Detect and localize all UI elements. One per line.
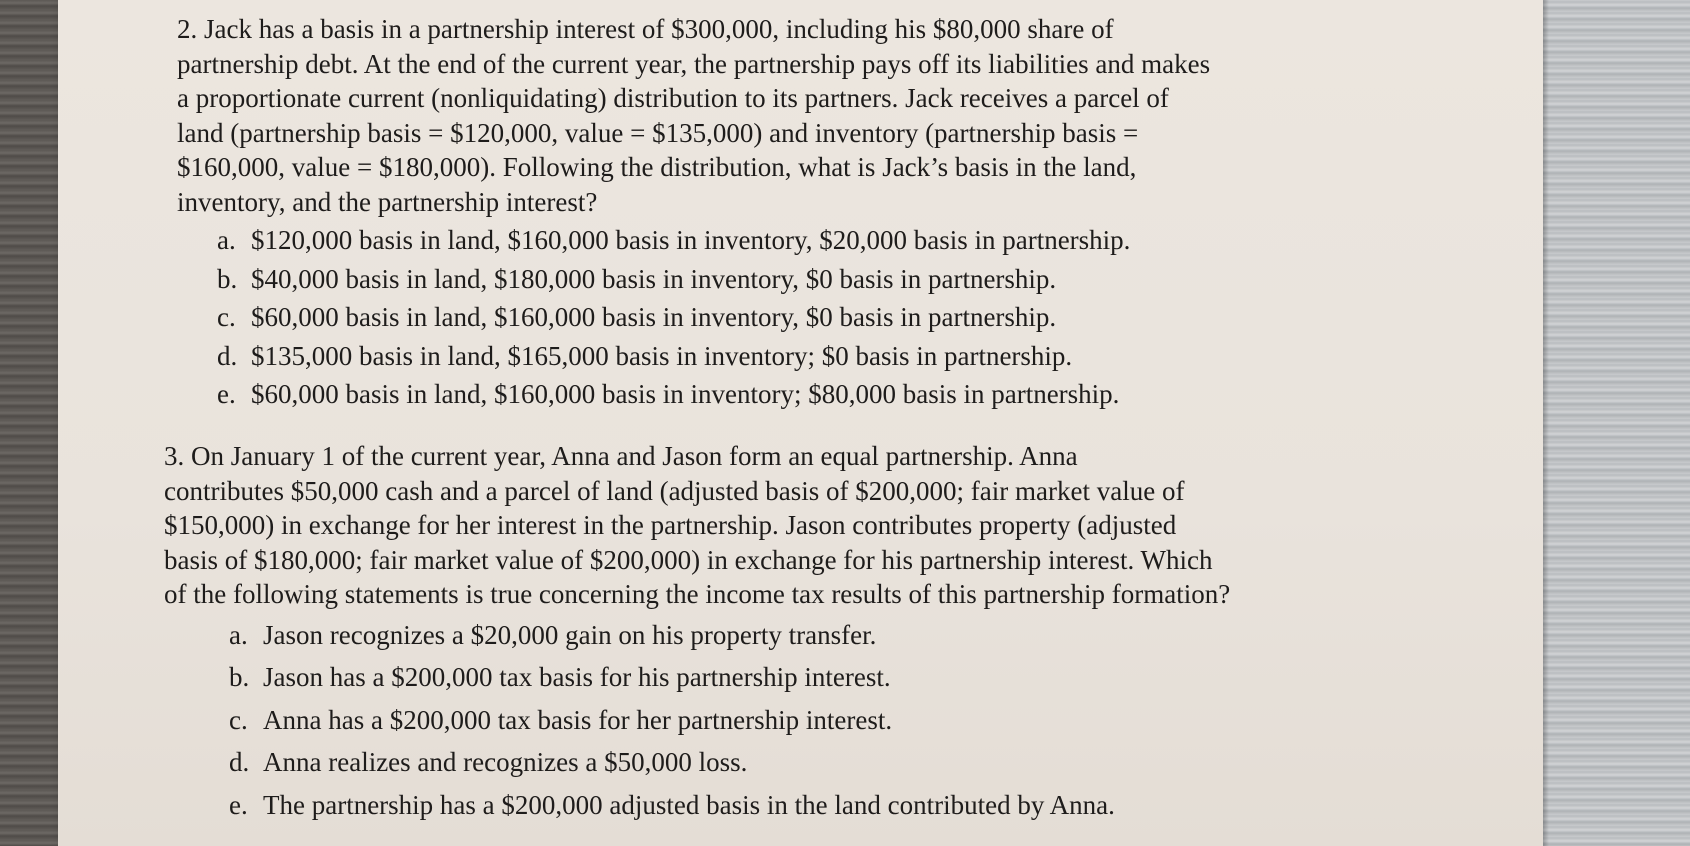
question-3 — [164, 439, 1454, 826]
stem-line: inventory, and the partnership interest? — [177, 186, 598, 217]
answer-choice-d — [229, 741, 1454, 784]
stem-line: contributes $50,000 cash and a parcel of land (adjusted basis of $200,000; fair market value of — [164, 475, 1185, 506]
answer-choice-b — [217, 260, 1437, 299]
choice-text: $60,000 basis in land, $160,000 basis in inventory; $80,000 basis in partnership. — [251, 379, 1120, 409]
question-2 — [177, 12, 1437, 414]
choice-text: $60,000 basis in land, $160,000 basis in inventory, $0 basis in partnership. — [251, 302, 1057, 332]
stem-line: Jack has a basis in a partnership interest of $300,000, including his $80,000 share of — [204, 14, 1114, 44]
question-number: 2. — [177, 14, 198, 44]
choice-text: $120,000 basis in land, $160,000 basis in inventory, $20,000 basis in partnership. — [251, 225, 1131, 255]
stem-line: partnership debt. At the end of the current year, the partnership pays off its liabilities and makes — [177, 48, 1211, 79]
answer-choices — [217, 221, 1437, 414]
answer-choice-e — [217, 375, 1437, 414]
answer-choice-e — [229, 784, 1454, 827]
question-stem — [177, 12, 1437, 219]
choice-text: $135,000 basis in land, $165,000 basis in inventory; $0 basis in partnership. — [251, 340, 1073, 371]
choice-letter: c. — [229, 704, 248, 735]
choice-letter: d. — [217, 340, 238, 371]
choice-text: Jason has a $200,000 tax basis for his partnership interest. — [263, 662, 891, 692]
stem-line: On January 1 of the current year, Anna and Jason form an equal partnership. Anna — [191, 441, 1078, 471]
table-surface — [0, 0, 58, 846]
answer-choices — [229, 614, 1454, 827]
choice-letter: d. — [229, 747, 250, 777]
stem-line: land (partnership basis = $120,000, value = $135,000) and inventory (partnership basis = — [177, 117, 1139, 148]
answer-choice-a — [229, 614, 1454, 657]
choice-letter: a. — [217, 225, 236, 255]
answer-choice-b — [229, 656, 1454, 699]
stem-line: $150,000) in exchange for her interest in the partnership. Jason contributes property (adjusted — [164, 510, 1177, 540]
stem-line: a proportionate current (nonliquidating) distribution to its partners. Jack receives a parcel of — [177, 83, 1169, 113]
choice-letter: b. — [217, 263, 238, 294]
choice-letter: e. — [217, 379, 236, 409]
choice-letter: c. — [217, 302, 236, 332]
answer-choice-d — [217, 337, 1437, 376]
choice-letter: b. — [229, 662, 250, 692]
page-stack-edge — [1543, 0, 1690, 846]
answer-choice-c — [217, 298, 1437, 337]
choice-letter: e. — [229, 789, 248, 820]
choice-text: Anna realizes and recognizes a $50,000 loss. — [263, 747, 748, 777]
question-stem — [164, 439, 1454, 612]
choice-text: $40,000 basis in land, $180,000 basis in inventory, $0 basis in partnership. — [251, 263, 1057, 294]
answer-choice-a — [217, 221, 1437, 260]
answer-choice-c — [229, 699, 1454, 742]
choice-letter: a. — [229, 619, 248, 650]
choice-text: Jason recognizes a $20,000 gain on his property transfer. — [263, 619, 877, 650]
stem-line: basis of $180,000; fair market value of $200,000) in exchange for his partnership interest. Which — [164, 544, 1213, 575]
stem-line: $160,000, value = $180,000). Following the distribution, what is Jack’s basis in the land, — [177, 152, 1137, 182]
choice-text: Anna has a $200,000 tax basis for her partnership interest. — [263, 704, 893, 735]
choice-text: The partnership has a $200,000 adjusted basis in the land contributed by Anna. — [263, 789, 1115, 820]
stem-line: of the following statements is true concerning the income tax results of this partnership formation? — [164, 579, 1231, 609]
question-number: 3. — [164, 441, 185, 471]
